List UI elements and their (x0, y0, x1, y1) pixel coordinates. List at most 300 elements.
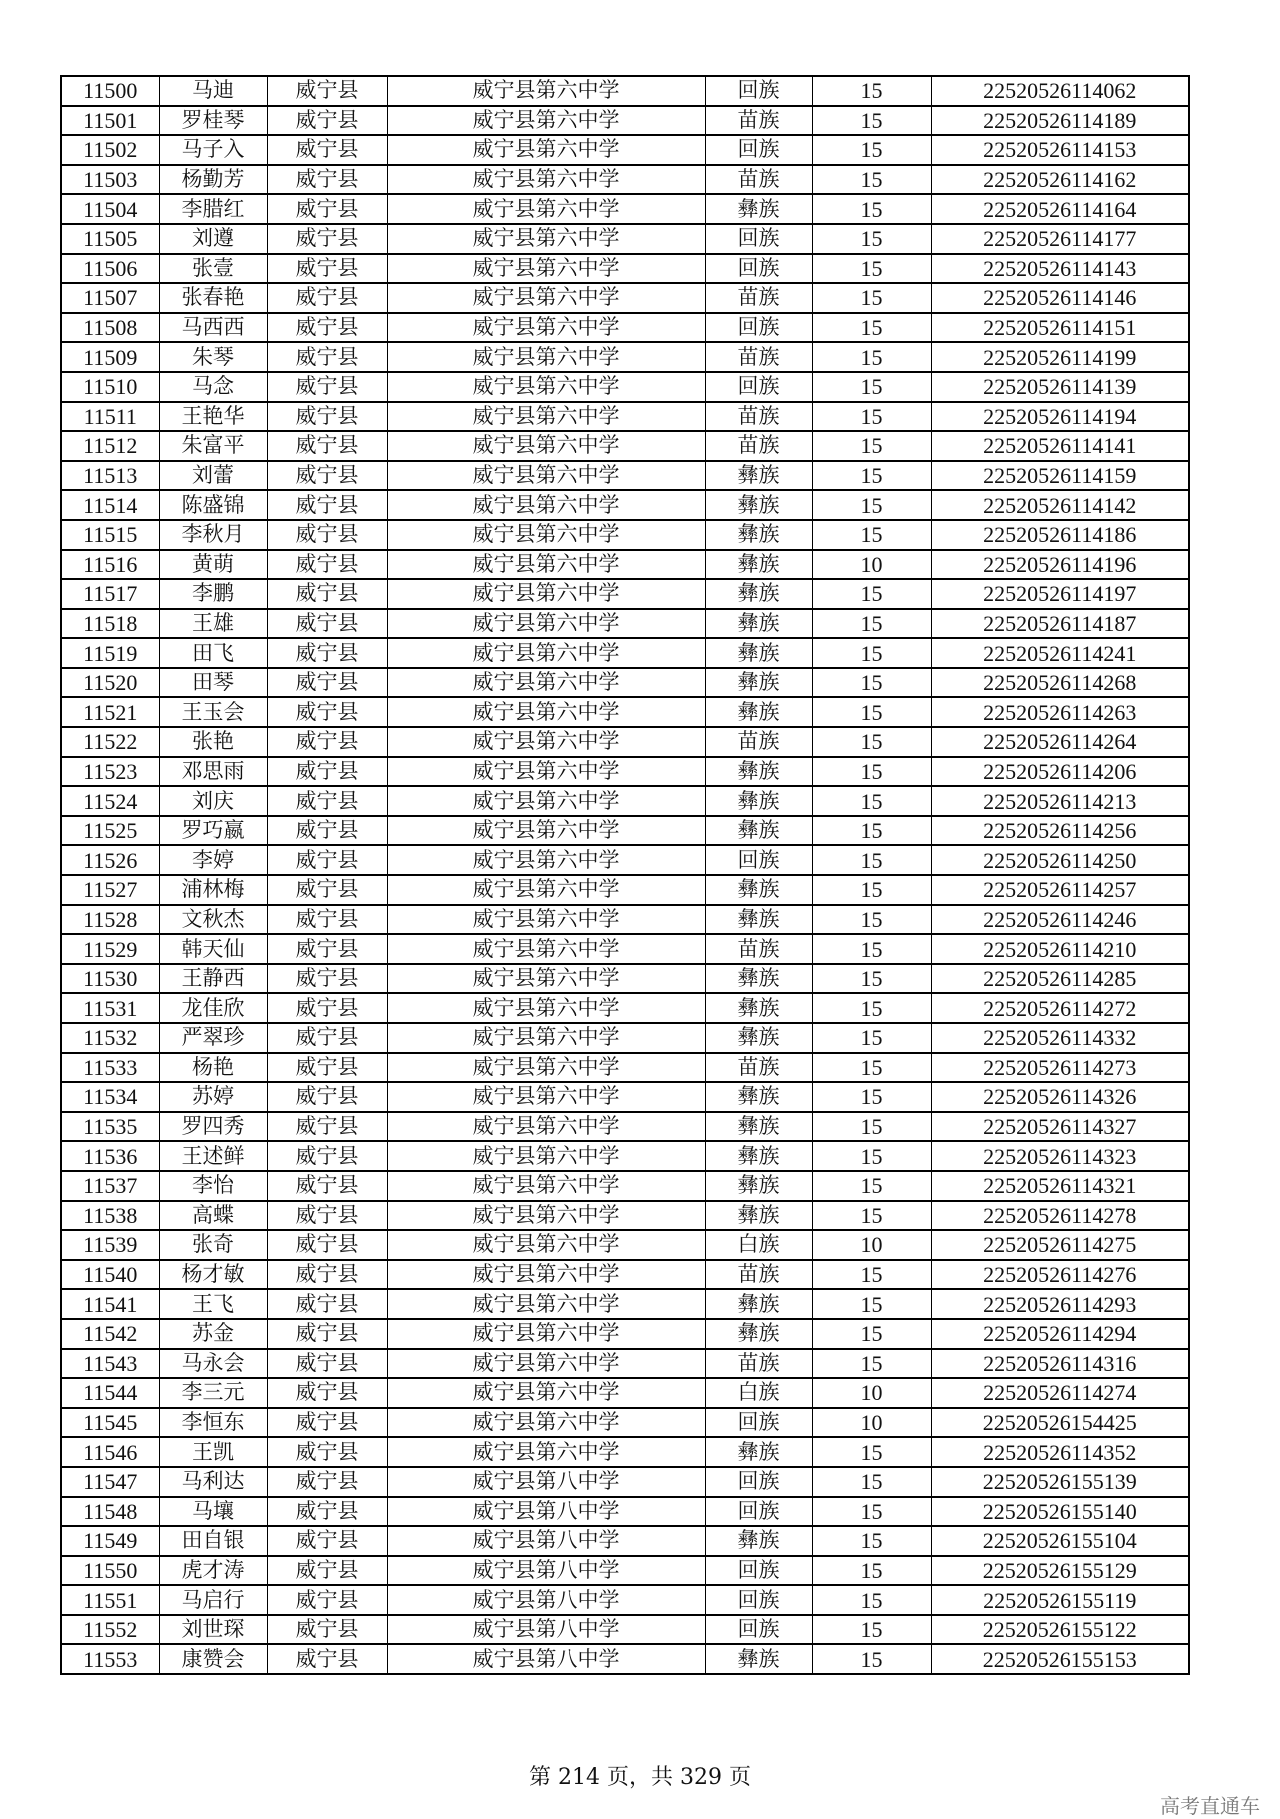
serial-number-cell: 11538 (61, 1201, 159, 1231)
exam-id-cell: 22520526114256 (931, 816, 1189, 846)
student-name-cell: 杨才敏 (159, 1260, 267, 1290)
exam-id-cell: 22520526114257 (931, 875, 1189, 905)
school-cell: 威宁县第六中学 (387, 135, 705, 165)
student-name-cell: 罗四秀 (159, 1112, 267, 1142)
county-cell: 威宁县 (267, 1289, 387, 1319)
table-body (61, 76, 1189, 1674)
ethnicity-cell: 彝族 (705, 638, 812, 668)
county-cell: 威宁县 (267, 1053, 387, 1083)
ethnicity-cell: 彝族 (705, 786, 812, 816)
serial-number-cell: 11514 (61, 490, 159, 520)
table-row (61, 1289, 1189, 1319)
county-cell: 威宁县 (267, 1526, 387, 1556)
county-cell: 威宁县 (267, 1644, 387, 1674)
exam-id-cell: 22520526114062 (931, 76, 1189, 106)
serial-number-cell: 11549 (61, 1526, 159, 1556)
bonus-points-cell: 15 (812, 372, 931, 402)
serial-number-cell: 11545 (61, 1408, 159, 1438)
exam-id-cell: 22520526114210 (931, 934, 1189, 964)
student-name-cell: 刘庆 (159, 786, 267, 816)
student-name-cell: 王凯 (159, 1437, 267, 1467)
student-name-cell: 李秋月 (159, 520, 267, 550)
table-row (61, 254, 1189, 284)
county-cell: 威宁县 (267, 520, 387, 550)
serial-number-cell: 11511 (61, 402, 159, 432)
student-name-cell: 马壤 (159, 1497, 267, 1527)
school-cell: 威宁县第六中学 (387, 757, 705, 787)
ethnicity-cell: 回族 (705, 135, 812, 165)
exam-id-cell: 22520526114189 (931, 106, 1189, 136)
student-name-cell: 韩天仙 (159, 934, 267, 964)
table-row (61, 609, 1189, 639)
ethnicity-cell: 回族 (705, 1408, 812, 1438)
table-row (61, 1141, 1189, 1171)
county-cell: 威宁县 (267, 1437, 387, 1467)
exam-id-cell: 22520526114197 (931, 579, 1189, 609)
serial-number-cell: 11528 (61, 905, 159, 935)
student-name-cell: 田琴 (159, 668, 267, 698)
exam-id-cell: 22520526114327 (931, 1112, 1189, 1142)
serial-number-cell: 11530 (61, 964, 159, 994)
school-cell: 威宁县第六中学 (387, 1141, 705, 1171)
county-cell: 威宁县 (267, 727, 387, 757)
bonus-points-cell: 15 (812, 402, 931, 432)
county-cell: 威宁县 (267, 490, 387, 520)
school-cell: 威宁县第六中学 (387, 638, 705, 668)
school-cell: 威宁县第六中学 (387, 1378, 705, 1408)
exam-id-cell: 22520526114213 (931, 786, 1189, 816)
student-name-cell: 陈盛锦 (159, 490, 267, 520)
school-cell: 威宁县第六中学 (387, 106, 705, 136)
school-cell: 威宁县第六中学 (387, 1023, 705, 1053)
student-name-cell: 张奇 (159, 1230, 267, 1260)
student-name-cell: 朱琴 (159, 342, 267, 372)
student-name-cell: 严翠珍 (159, 1023, 267, 1053)
county-cell: 威宁县 (267, 845, 387, 875)
exam-id-cell: 22520526114141 (931, 431, 1189, 461)
table-row (61, 1053, 1189, 1083)
exam-id-cell: 22520526114264 (931, 727, 1189, 757)
serial-number-cell: 11523 (61, 757, 159, 787)
county-cell: 威宁县 (267, 609, 387, 639)
bonus-points-cell: 15 (812, 579, 931, 609)
bonus-points-cell: 15 (812, 106, 931, 136)
exam-id-cell: 22520526114206 (931, 757, 1189, 787)
school-cell: 威宁县第六中学 (387, 1171, 705, 1201)
ethnicity-cell: 彝族 (705, 1141, 812, 1171)
ethnicity-cell: 彝族 (705, 1171, 812, 1201)
table-row (61, 905, 1189, 935)
county-cell: 威宁县 (267, 993, 387, 1023)
bonus-points-cell: 15 (812, 668, 931, 698)
school-cell: 威宁县第八中学 (387, 1526, 705, 1556)
school-cell: 威宁县第六中学 (387, 1289, 705, 1319)
county-cell: 威宁县 (267, 135, 387, 165)
ethnicity-cell: 苗族 (705, 106, 812, 136)
bonus-points-cell: 10 (812, 1230, 931, 1260)
school-cell: 威宁县第六中学 (387, 1260, 705, 1290)
exam-id-cell: 22520526114164 (931, 194, 1189, 224)
bonus-points-cell: 15 (812, 313, 931, 343)
serial-number-cell: 11506 (61, 254, 159, 284)
exam-id-cell: 22520526114323 (931, 1141, 1189, 1171)
table-row (61, 1408, 1189, 1438)
school-cell: 威宁县第六中学 (387, 165, 705, 195)
table-row (61, 1260, 1189, 1290)
ethnicity-cell: 彝族 (705, 757, 812, 787)
student-name-cell: 李三元 (159, 1378, 267, 1408)
bonus-points-cell: 15 (812, 1526, 931, 1556)
serial-number-cell: 11502 (61, 135, 159, 165)
table-row (61, 1319, 1189, 1349)
bonus-points-cell: 15 (812, 490, 931, 520)
county-cell: 威宁县 (267, 1171, 387, 1201)
ethnicity-cell: 彝族 (705, 964, 812, 994)
serial-number-cell: 11505 (61, 224, 159, 254)
exam-id-cell: 22520526155129 (931, 1556, 1189, 1586)
student-name-cell: 李腊红 (159, 194, 267, 224)
bonus-points-cell: 15 (812, 816, 931, 846)
bonus-points-cell: 15 (812, 609, 931, 639)
school-cell: 威宁县第六中学 (387, 76, 705, 106)
ethnicity-cell: 回族 (705, 1585, 812, 1615)
student-name-cell: 张春艳 (159, 283, 267, 313)
exam-id-cell: 22520526114146 (931, 283, 1189, 313)
bonus-points-cell: 15 (812, 194, 931, 224)
school-cell: 威宁县第六中学 (387, 1437, 705, 1467)
school-cell: 威宁县第六中学 (387, 697, 705, 727)
county-cell: 威宁县 (267, 283, 387, 313)
serial-number-cell: 11510 (61, 372, 159, 402)
exam-id-cell: 22520526155104 (931, 1526, 1189, 1556)
county-cell: 威宁县 (267, 1497, 387, 1527)
county-cell: 威宁县 (267, 757, 387, 787)
table-row (61, 697, 1189, 727)
school-cell: 威宁县第六中学 (387, 1112, 705, 1142)
school-cell: 威宁县第六中学 (387, 550, 705, 580)
ethnicity-cell: 彝族 (705, 697, 812, 727)
ethnicity-cell: 苗族 (705, 342, 812, 372)
student-name-cell: 罗桂琴 (159, 106, 267, 136)
exam-id-cell: 22520526114276 (931, 1260, 1189, 1290)
exam-id-cell: 22520526114196 (931, 550, 1189, 580)
exam-id-cell: 22520526114139 (931, 372, 1189, 402)
exam-id-cell: 22520526114241 (931, 638, 1189, 668)
county-cell: 威宁县 (267, 254, 387, 284)
ethnicity-cell: 彝族 (705, 609, 812, 639)
table-row (61, 372, 1189, 402)
serial-number-cell: 11515 (61, 520, 159, 550)
ethnicity-cell: 回族 (705, 372, 812, 402)
exam-id-cell: 22520526114143 (931, 254, 1189, 284)
bonus-points-cell: 15 (812, 1349, 931, 1379)
county-cell: 威宁县 (267, 76, 387, 106)
student-name-cell: 王雄 (159, 609, 267, 639)
county-cell: 威宁县 (267, 402, 387, 432)
table-row (61, 313, 1189, 343)
county-cell: 威宁县 (267, 165, 387, 195)
bonus-points-cell: 15 (812, 1644, 931, 1674)
bonus-points-cell: 10 (812, 550, 931, 580)
county-cell: 威宁县 (267, 194, 387, 224)
bonus-points-cell: 15 (812, 934, 931, 964)
county-cell: 威宁县 (267, 1378, 387, 1408)
county-cell: 威宁县 (267, 461, 387, 491)
county-cell: 威宁县 (267, 816, 387, 846)
table-row (61, 1556, 1189, 1586)
student-name-cell: 王静西 (159, 964, 267, 994)
student-name-cell: 苏金 (159, 1319, 267, 1349)
serial-number-cell: 11551 (61, 1585, 159, 1615)
exam-id-cell: 22520526114194 (931, 402, 1189, 432)
ethnicity-cell: 回族 (705, 1615, 812, 1645)
ethnicity-cell: 彝族 (705, 1644, 812, 1674)
school-cell: 威宁县第六中学 (387, 520, 705, 550)
serial-number-cell: 11546 (61, 1437, 159, 1467)
exam-id-cell: 22520526114326 (931, 1082, 1189, 1112)
student-name-cell: 朱富平 (159, 431, 267, 461)
school-cell: 威宁县第六中学 (387, 1053, 705, 1083)
ethnicity-cell: 彝族 (705, 1526, 812, 1556)
ethnicity-cell: 彝族 (705, 993, 812, 1023)
school-cell: 威宁县第六中学 (387, 905, 705, 935)
table-row (61, 964, 1189, 994)
school-cell: 威宁县第八中学 (387, 1644, 705, 1674)
ethnicity-cell: 回族 (705, 1467, 812, 1497)
serial-number-cell: 11533 (61, 1053, 159, 1083)
ethnicity-cell: 彝族 (705, 520, 812, 550)
bonus-points-cell: 15 (812, 1319, 931, 1349)
ethnicity-cell: 白族 (705, 1378, 812, 1408)
ethnicity-cell: 回族 (705, 76, 812, 106)
exam-id-cell: 22520526114332 (931, 1023, 1189, 1053)
school-cell: 威宁县第六中学 (387, 579, 705, 609)
county-cell: 威宁县 (267, 697, 387, 727)
bonus-points-cell: 15 (812, 1289, 931, 1319)
student-name-cell: 马迪 (159, 76, 267, 106)
table-row (61, 1230, 1189, 1260)
table-row (61, 1378, 1189, 1408)
table-row (61, 1201, 1189, 1231)
county-cell: 威宁县 (267, 1556, 387, 1586)
table-row (61, 727, 1189, 757)
school-cell: 威宁县第六中学 (387, 668, 705, 698)
table-row (61, 135, 1189, 165)
bonus-points-cell: 15 (812, 786, 931, 816)
table-row (61, 1437, 1189, 1467)
student-table (60, 75, 1190, 1675)
serial-number-cell: 11518 (61, 609, 159, 639)
school-cell: 威宁县第六中学 (387, 934, 705, 964)
table-row (61, 76, 1189, 106)
student-name-cell: 苏婷 (159, 1082, 267, 1112)
student-name-cell: 马念 (159, 372, 267, 402)
exam-id-cell: 22520526114246 (931, 905, 1189, 935)
bonus-points-cell: 15 (812, 1585, 931, 1615)
exam-id-cell: 22520526114275 (931, 1230, 1189, 1260)
county-cell: 威宁县 (267, 313, 387, 343)
ethnicity-cell: 彝族 (705, 490, 812, 520)
serial-number-cell: 11513 (61, 461, 159, 491)
serial-number-cell: 11512 (61, 431, 159, 461)
serial-number-cell: 11524 (61, 786, 159, 816)
exam-id-cell: 22520526114250 (931, 845, 1189, 875)
ethnicity-cell: 彝族 (705, 579, 812, 609)
county-cell: 威宁县 (267, 1023, 387, 1053)
exam-id-cell: 22520526114177 (931, 224, 1189, 254)
serial-number-cell: 11501 (61, 106, 159, 136)
county-cell: 威宁县 (267, 1467, 387, 1497)
table-row (61, 550, 1189, 580)
table-row (61, 1497, 1189, 1527)
bonus-points-cell: 15 (812, 993, 931, 1023)
school-cell: 威宁县第六中学 (387, 964, 705, 994)
exam-id-cell: 22520526114285 (931, 964, 1189, 994)
page-number: 第 214 页，共 329 页 (529, 1765, 751, 1790)
student-name-cell: 李怡 (159, 1171, 267, 1201)
county-cell: 威宁县 (267, 1349, 387, 1379)
bonus-points-cell: 15 (812, 638, 931, 668)
exam-id-cell: 22520526114153 (931, 135, 1189, 165)
serial-number-cell: 11534 (61, 1082, 159, 1112)
ethnicity-cell: 白族 (705, 1230, 812, 1260)
exam-id-cell: 22520526155119 (931, 1585, 1189, 1615)
bonus-points-cell: 15 (812, 283, 931, 313)
exam-id-cell: 22520526155153 (931, 1644, 1189, 1674)
county-cell: 威宁县 (267, 106, 387, 136)
serial-number-cell: 11508 (61, 313, 159, 343)
table-row (61, 875, 1189, 905)
serial-number-cell: 11504 (61, 194, 159, 224)
table-row (61, 1615, 1189, 1645)
ethnicity-cell: 彝族 (705, 1437, 812, 1467)
ethnicity-cell: 苗族 (705, 165, 812, 195)
school-cell: 威宁县第六中学 (387, 1349, 705, 1379)
county-cell: 威宁县 (267, 342, 387, 372)
serial-number-cell: 11532 (61, 1023, 159, 1053)
student-name-cell: 龙佳欣 (159, 993, 267, 1023)
bonus-points-cell: 15 (812, 76, 931, 106)
table-row (61, 816, 1189, 846)
student-name-cell: 高蝶 (159, 1201, 267, 1231)
ethnicity-cell: 彝族 (705, 1201, 812, 1231)
serial-number-cell: 11535 (61, 1112, 159, 1142)
county-cell: 威宁县 (267, 1260, 387, 1290)
school-cell: 威宁县第八中学 (387, 1467, 705, 1497)
table-row (61, 668, 1189, 698)
table-row (61, 1644, 1189, 1674)
bonus-points-cell: 15 (812, 1082, 931, 1112)
county-cell: 威宁县 (267, 1201, 387, 1231)
bonus-points-cell: 15 (812, 1053, 931, 1083)
ethnicity-cell: 彝族 (705, 1082, 812, 1112)
school-cell: 威宁县第六中学 (387, 224, 705, 254)
student-name-cell: 田自银 (159, 1526, 267, 1556)
student-name-cell: 李恒东 (159, 1408, 267, 1438)
serial-number-cell: 11542 (61, 1319, 159, 1349)
serial-number-cell: 11516 (61, 550, 159, 580)
serial-number-cell: 11520 (61, 668, 159, 698)
serial-number-cell: 11503 (61, 165, 159, 195)
serial-number-cell: 11541 (61, 1289, 159, 1319)
student-name-cell: 浦林梅 (159, 875, 267, 905)
bonus-points-cell: 15 (812, 431, 931, 461)
serial-number-cell: 11548 (61, 1497, 159, 1527)
ethnicity-cell: 苗族 (705, 283, 812, 313)
serial-number-cell: 11537 (61, 1171, 159, 1201)
bonus-points-cell: 15 (812, 1171, 931, 1201)
table-row (61, 283, 1189, 313)
student-name-cell: 虎才涛 (159, 1556, 267, 1586)
student-name-cell: 黄萌 (159, 550, 267, 580)
school-cell: 威宁县第六中学 (387, 1319, 705, 1349)
table-row (61, 1467, 1189, 1497)
bonus-points-cell: 15 (812, 964, 931, 994)
ethnicity-cell: 苗族 (705, 727, 812, 757)
student-name-cell: 杨勤芳 (159, 165, 267, 195)
serial-number-cell: 11522 (61, 727, 159, 757)
serial-number-cell: 11552 (61, 1615, 159, 1645)
table-row (61, 402, 1189, 432)
student-name-cell: 康赞会 (159, 1644, 267, 1674)
school-cell: 威宁县第六中学 (387, 342, 705, 372)
exam-id-cell: 22520526114274 (931, 1378, 1189, 1408)
exam-id-cell: 22520526114273 (931, 1053, 1189, 1083)
school-cell: 威宁县第六中学 (387, 490, 705, 520)
school-cell: 威宁县第六中学 (387, 993, 705, 1023)
exam-id-cell: 22520526155140 (931, 1497, 1189, 1527)
exam-id-cell: 22520526114268 (931, 668, 1189, 698)
serial-number-cell: 11509 (61, 342, 159, 372)
school-cell: 威宁县第六中学 (387, 609, 705, 639)
bonus-points-cell: 15 (812, 165, 931, 195)
table-row (61, 1082, 1189, 1112)
exam-id-cell: 22520526114278 (931, 1201, 1189, 1231)
student-name-cell: 王述鲜 (159, 1141, 267, 1171)
county-cell: 威宁县 (267, 1112, 387, 1142)
watermark: 高考直通车 (1160, 1794, 1260, 1818)
table-row (61, 1349, 1189, 1379)
serial-number-cell: 11521 (61, 697, 159, 727)
serial-number-cell: 11527 (61, 875, 159, 905)
ethnicity-cell: 彝族 (705, 1289, 812, 1319)
serial-number-cell: 11544 (61, 1378, 159, 1408)
serial-number-cell: 11536 (61, 1141, 159, 1171)
county-cell: 威宁县 (267, 905, 387, 935)
school-cell: 威宁县第六中学 (387, 1082, 705, 1112)
school-cell: 威宁县第六中学 (387, 402, 705, 432)
bonus-points-cell: 15 (812, 1556, 931, 1586)
table-row (61, 993, 1189, 1023)
county-cell: 威宁县 (267, 1230, 387, 1260)
serial-number-cell: 11540 (61, 1260, 159, 1290)
serial-number-cell: 11531 (61, 993, 159, 1023)
ethnicity-cell: 回族 (705, 313, 812, 343)
exam-id-cell: 22520526154425 (931, 1408, 1189, 1438)
exam-id-cell: 22520526114321 (931, 1171, 1189, 1201)
bonus-points-cell: 15 (812, 1437, 931, 1467)
ethnicity-cell: 彝族 (705, 550, 812, 580)
table-row (61, 342, 1189, 372)
table-row (61, 165, 1189, 195)
serial-number-cell: 11507 (61, 283, 159, 313)
county-cell: 威宁县 (267, 550, 387, 580)
table-row (61, 1526, 1189, 1556)
ethnicity-cell: 彝族 (705, 194, 812, 224)
school-cell: 威宁县第六中学 (387, 313, 705, 343)
school-cell: 威宁县第八中学 (387, 1615, 705, 1645)
bonus-points-cell: 15 (812, 342, 931, 372)
